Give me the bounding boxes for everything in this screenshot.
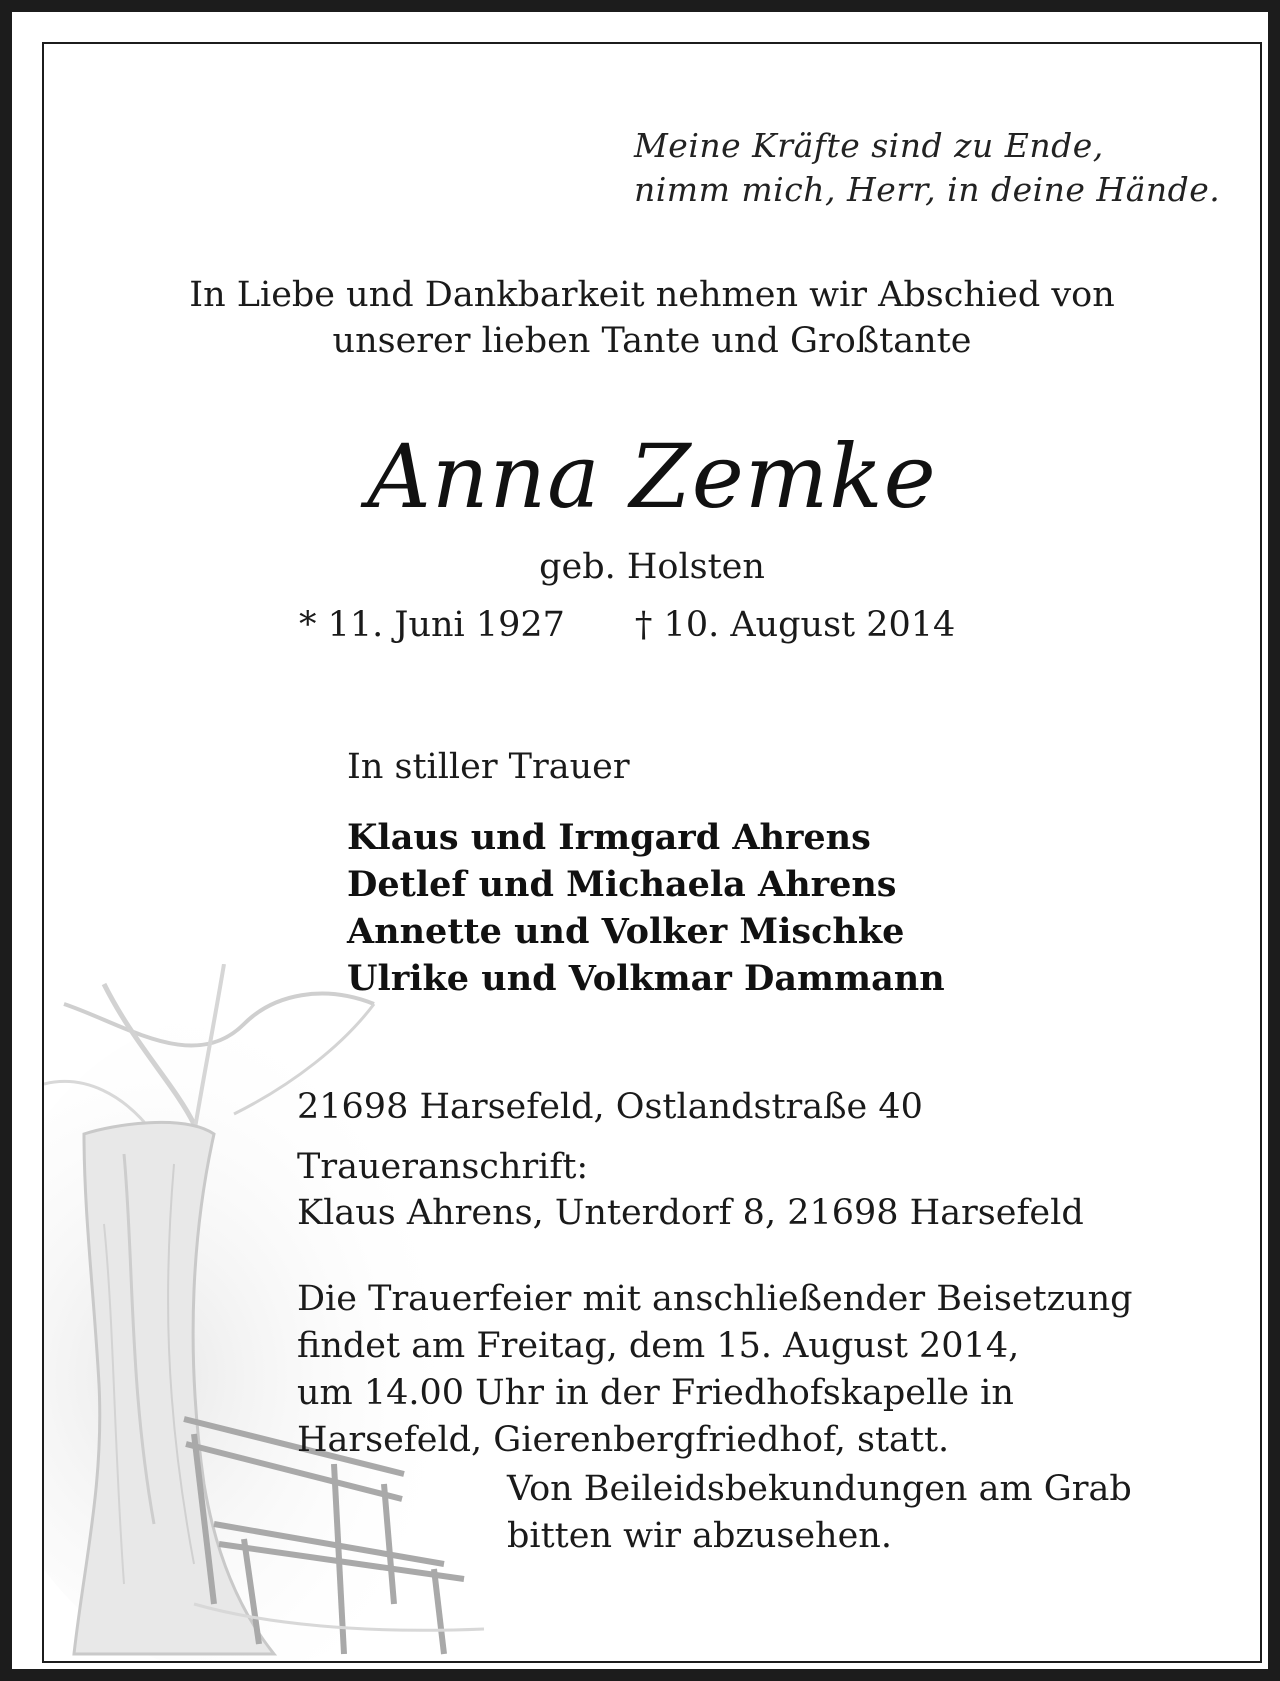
correspondence-line: Klaus Ahrens, Unterdorf 8, 21698 Harsefeld bbox=[297, 1193, 1084, 1233]
funeral-ceremony-info bbox=[297, 1276, 1133, 1464]
farewell-intro bbox=[44, 272, 1260, 364]
condolence-note bbox=[507, 1466, 1132, 1560]
bible-quote bbox=[634, 124, 1220, 212]
obituary-content bbox=[44, 44, 1260, 1661]
maiden-name: geb. Holsten bbox=[539, 547, 765, 587]
family-address: 21698 Harsefeld, Ostlandstraße 40 bbox=[297, 1087, 923, 1127]
correspondence-address bbox=[297, 1144, 1084, 1236]
mourner-name: Ulrike und Volkmar Dammann bbox=[347, 958, 945, 999]
intro-line: unserer lieben Tante und Großtante bbox=[332, 321, 972, 361]
mourning-label: In stiller Trauer bbox=[347, 747, 630, 787]
mourners-list bbox=[347, 814, 945, 1002]
life-dates bbox=[299, 602, 955, 648]
condolence-line: bitten wir abzusehen. bbox=[507, 1516, 892, 1556]
correspondence-label: Traueranschrift: bbox=[297, 1147, 589, 1187]
ceremony-line: um 14.00 Uhr in der Friedhofskapelle in bbox=[297, 1373, 1014, 1413]
ceremony-line: Die Trauerfeier mit anschließender Beisetzung bbox=[297, 1279, 1133, 1319]
quote-line: Meine Kräfte sind zu Ende, bbox=[634, 126, 1104, 165]
deceased-name: Anna Zemke bbox=[367, 425, 937, 528]
ceremony-line: Harsefeld, Gierenbergfriedhof, statt. bbox=[297, 1420, 950, 1460]
intro-line: In Liebe und Dankbarkeit nehmen wir Abschied von bbox=[189, 275, 1115, 315]
mourner-name: Klaus und Irmgard Ahrens bbox=[347, 817, 871, 858]
obituary-inner-frame bbox=[42, 42, 1262, 1663]
mourner-name: Annette und Volker Mischke bbox=[347, 911, 905, 952]
birth-date: * 11. Juni 1927 bbox=[299, 605, 565, 645]
mourner-name: Detlef und Michaela Ahrens bbox=[347, 864, 897, 905]
ceremony-line: findet am Freitag, dem 15. August 2014, bbox=[297, 1326, 1020, 1366]
quote-line: nimm mich, Herr, in deine Hände. bbox=[634, 170, 1221, 209]
condolence-line: Von Beileidsbekundungen am Grab bbox=[507, 1469, 1132, 1509]
death-date: † 10. August 2014 bbox=[634, 605, 956, 645]
